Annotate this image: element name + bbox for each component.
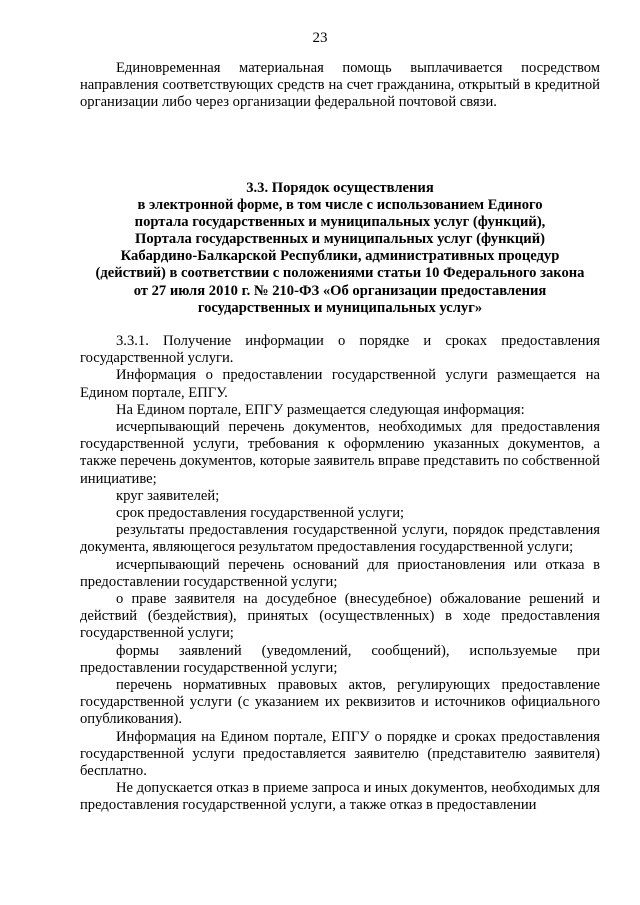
- heading-line: государственных и муниципальных услуг»: [197, 299, 483, 316]
- heading-line: портала государственных и муниципальных услуг (функций),: [134, 214, 546, 231]
- intro-text: Единовременная материальная помощь выплачивается посредством направления соответствующих средств на счет гражданина, открытый в кредитной организации либо через организации федеральной почтовой связи.: [80, 60, 600, 111]
- paragraph: 3.3.1. Получение информации о порядке и сроках предоставления государственной услуги.: [80, 333, 600, 367]
- paragraph: Информация на Едином портале, ЕПГУ о порядке и сроках предоставления государственной услуги предоставляется заявителю (представителю заявителя) бесплатно.: [80, 728, 600, 780]
- paragraph: перечень нормативных правовых актов, регулирующих предоставление государственной услуги (с указанием их реквизитов и источников официального опубликования).: [80, 677, 600, 728]
- paragraph: На Едином портале, ЕПГУ размещается следующая информация:: [116, 401, 525, 418]
- paragraph: срок предоставления государственной услуги;: [116, 505, 405, 522]
- paragraph: Информация о предоставлении государственной услуги размещается на Едином портале, ЕПГУ.: [80, 367, 600, 401]
- paragraph: формы заявлений (уведомлений, сообщений), используемые при предоставлении государственной услуги;: [80, 642, 600, 676]
- heading-line: Кабардино-Балкарской Республики, административных процедур: [120, 248, 560, 265]
- heading-line: от 27 июля 2010 г. № 210-ФЗ «Об организации предоставления: [133, 282, 547, 299]
- paragraph: круг заявителей;: [116, 487, 220, 504]
- section-heading: [80, 180, 600, 317]
- heading-line: 3.3. Порядок осуществления: [246, 180, 434, 196]
- heading-line: (действий) в соответствии с положениями статьи 10 Федерального закона: [95, 265, 585, 282]
- paragraph: исчерпывающий перечень документов, необходимых для предоставления государственной услуги, требования к оформлению указанных документов, а также перечень документов, которые заявитель вправе представить по собственной инициативе;: [80, 419, 600, 487]
- page-number: 23: [312, 30, 328, 46]
- paragraph: о праве заявителя на досудебное (внесудебное) обжалование решений и действий (бездействия), принятых (осуществленных) в ходе предоставления государственной услуги;: [80, 591, 600, 642]
- heading-line: Портала государственных и муниципальных услуг (функций): [135, 231, 545, 248]
- intro-paragraph: [80, 60, 600, 112]
- section-body: [80, 333, 600, 815]
- paragraph: результаты предоставления государственной услуги, порядок представления документа, являющегося результатом предоставления государственной услуги;: [80, 522, 600, 556]
- paragraph: Не допускается отказ в приеме запроса и иных документов, необходимых для предоставления государственной услуги, а также отказ в предоставлении: [80, 780, 600, 814]
- heading-line: в электронной форме, в том числе с использованием Единого: [137, 197, 543, 214]
- paragraph: исчерпывающий перечень оснований для приостановления или отказа в предоставлении государственной услуги;: [80, 556, 600, 590]
